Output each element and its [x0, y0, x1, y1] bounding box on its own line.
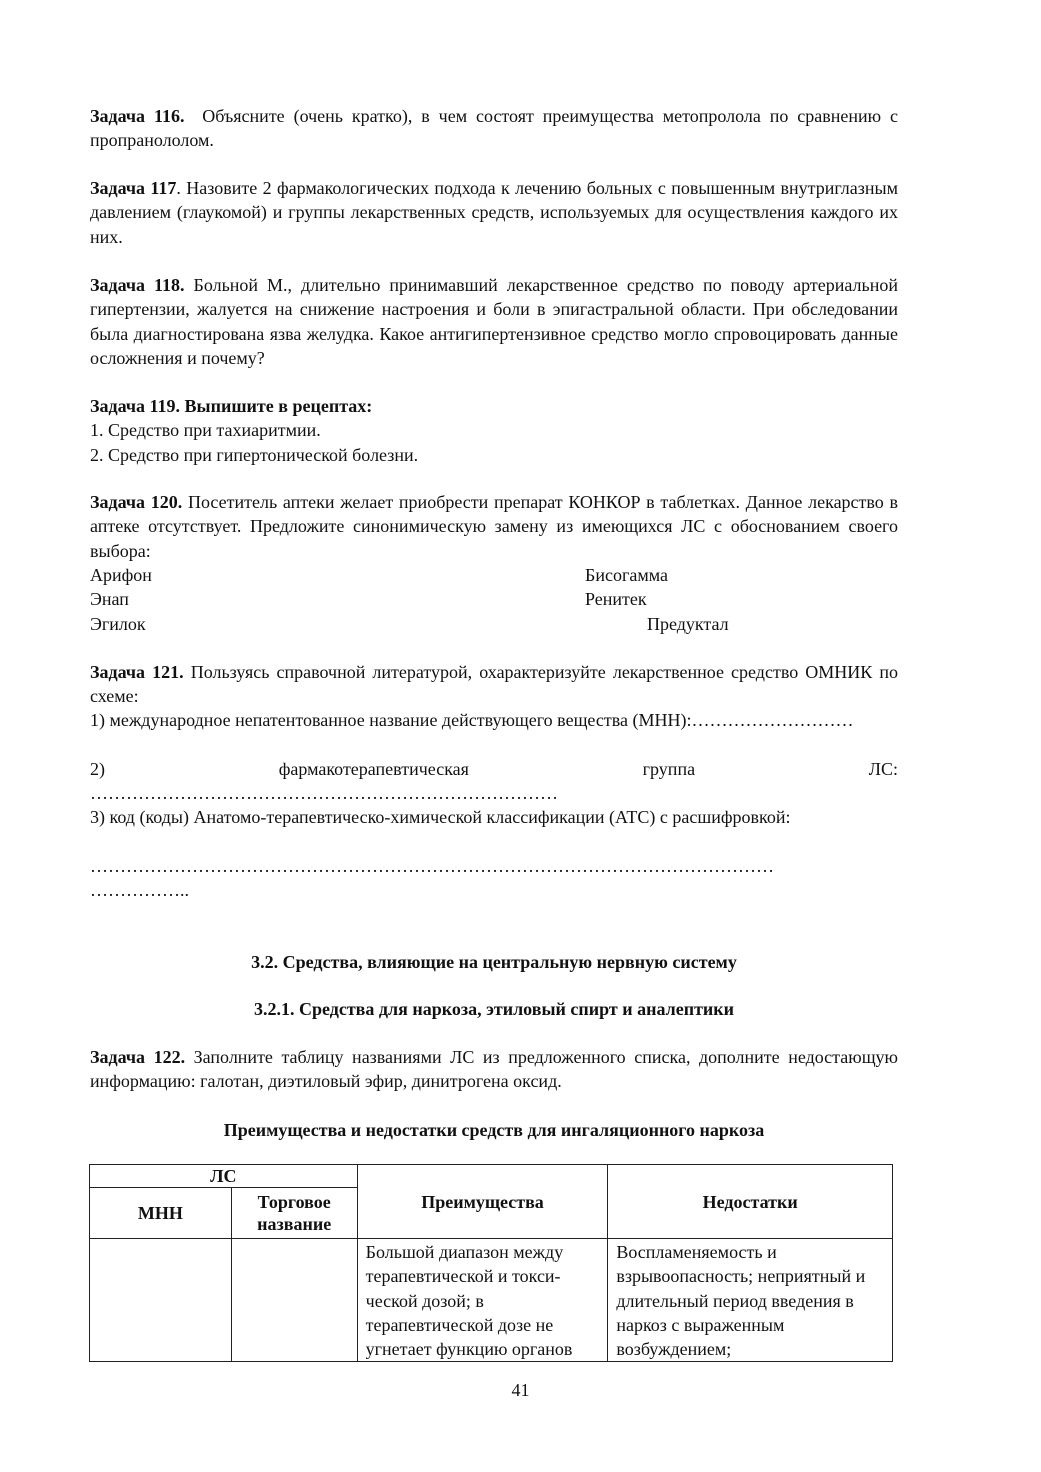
task-121-item-3-dots: …………………………………………………………………………………………………… — [90, 856, 774, 876]
table-title: Преимущества и недостатки средств для ингаляционного наркоза — [223, 1120, 765, 1140]
cell-mnn — [90, 1239, 232, 1362]
task-122-text: Заполните таблицу названиями ЛС из предложенного списка, дополните недостающую информацию: галотан, диэтиловый эфир, динитрогена оксид. — [90, 1047, 899, 1092]
task-121-text: Пользуясь справочной литературой, охарактеризуйте лекарственное средство ОМНИК по схеме: — [90, 662, 898, 707]
drug-option: Энап — [90, 589, 129, 610]
table-row — [90, 1239, 893, 1362]
task-118 — [90, 273, 898, 370]
task-116-text: Объясните (очень кратко), в чем состоят преимущества метопролола по сравнению с пропранололом. — [90, 106, 898, 151]
cell-disadvantages: Воспламеняемость и взрывоопасность; неприятный и длительный период введения в наркоз с выраженным возбуждением; — [608, 1239, 893, 1362]
task-116-label: Задача 116. — [90, 106, 185, 126]
task-117-label: Задача 117 — [90, 178, 177, 198]
task-117-text: . Назовите 2 фармакологических подхода к лечению больных с повышенным внутриглазным давлением (глаукомой) и группы лекарственных средств, используемых для осуществления каждого их них. — [90, 178, 898, 247]
task-118-label: Задача 118. — [90, 275, 185, 295]
drug-option: Ренитек — [585, 589, 647, 610]
task-120 — [90, 490, 898, 563]
task-121-label: Задача 121. — [90, 662, 184, 682]
task-118-text: Больной М., длительно принимавший лекарственное средство по поводу артериальной гипертензии, жалуется на снижение настроения и боли в эпигастральной области. При обследовании была диагностирована язва желудка. Какое антигипертензивное средство могло спровоцировать данные осложнения и почему? — [90, 275, 899, 368]
task-119-label: Задача 119. Выпишите в рецептах: — [90, 396, 373, 416]
task-120-options — [90, 563, 898, 636]
task-121-item-1: 1) международное непатентованное название действующего вещества (МНН):……………………… — [90, 710, 854, 730]
task-121-item-3: 3) код (коды) Анатомо-терапевтическо-химической классификации (АТС) с расшифровкой: — [90, 807, 791, 827]
task-121-item-2: 2) фармакотерапевтическая группа ЛС: — [90, 759, 898, 779]
task-120-label: Задача 120. — [90, 492, 183, 512]
task-117 — [90, 176, 898, 249]
task-122-label: Задача 122. — [90, 1047, 186, 1067]
table-header-row — [90, 1165, 893, 1188]
header-advantages: Преимущества — [357, 1165, 608, 1239]
cell-advantages: Большой диапазон между терапевтической и токси-ческой дозой; в терапевтической дозе не угнетает функцию органов — [357, 1239, 608, 1362]
section-heading: 3.2. Средства, влияющие на центральную нервную систему — [251, 952, 737, 972]
header-trade-name: Торговое название — [231, 1188, 357, 1239]
header-ls: ЛС — [90, 1165, 358, 1188]
drug-option: Эгилок — [90, 613, 146, 634]
task-116 — [90, 104, 898, 153]
task-120-text: Посетитель аптеки желает приобрести препарат КОНКОР в таблетках. Данное лекарство в аптеке отсутствует. Предложите синонимическую замену из имеющихся ЛС с обоснованием своего выбора: — [90, 492, 898, 561]
drugs-table — [89, 1164, 893, 1362]
task-122 — [90, 1045, 898, 1094]
page-number: 41 — [511, 1380, 530, 1400]
header-disadvantages: Недостатки — [608, 1165, 893, 1239]
subsection-heading: 3.2.1. Средства для наркоза, этиловый спирт и аналептики — [253, 999, 735, 1019]
task-119-item: 2. Средство при гипертонической болезни. — [90, 444, 419, 465]
task-121 — [90, 660, 898, 709]
drug-option: Бисогамма — [585, 565, 668, 585]
header-mnn: МНН — [90, 1188, 232, 1239]
task-119-item: 1. Средство при тахиаритмии. — [90, 420, 321, 441]
task-121-item-2-dots: …………………………………………………………………… — [90, 783, 558, 803]
cell-trade-name — [231, 1239, 357, 1362]
drug-option: Арифон — [90, 565, 152, 585]
task-121-item-3-dots: …………….. — [90, 880, 189, 900]
drug-option: Предуктал — [647, 613, 729, 634]
task-119 — [90, 394, 898, 467]
